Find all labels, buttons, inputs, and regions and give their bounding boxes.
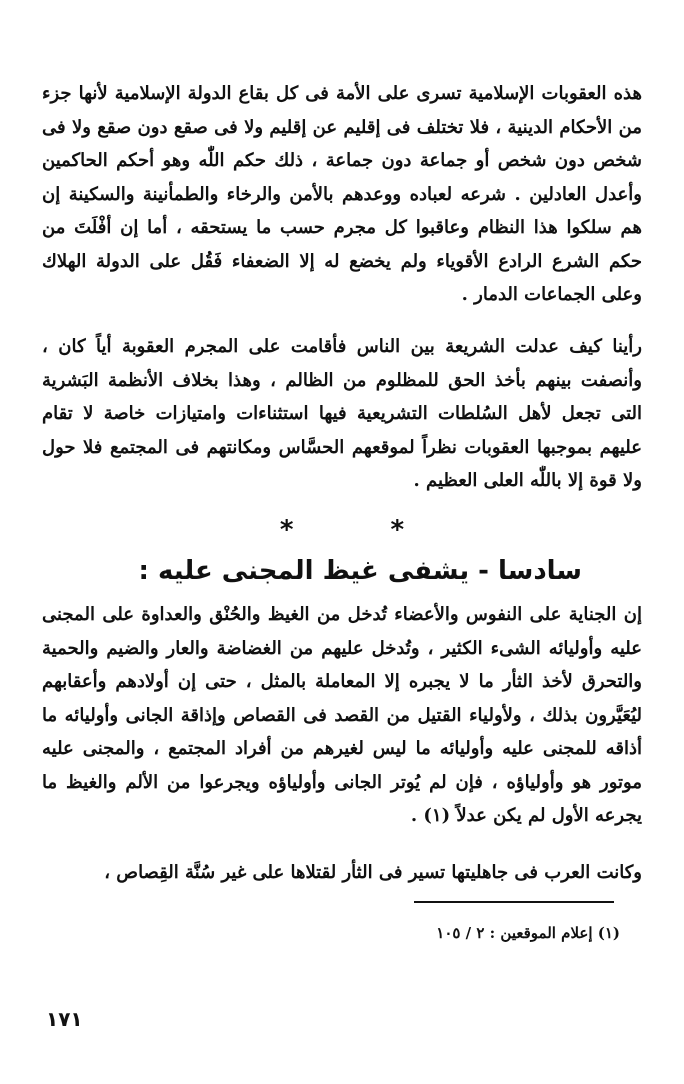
- footnote: (١) إعلام الموقعين : ٢ / ١٠٥: [436, 924, 620, 942]
- section-separator: * *: [279, 515, 449, 545]
- page-number: ١٧١: [46, 1007, 83, 1031]
- paragraph-2: رأينا كيف عدلت الشريعة بين الناس فأقامت على المجرم العقوبة أياً كان ، وأنصفت بينهم بأخذ الحق للمظلوم من الظالم ، وهذا بخلاف الأنظمة البَشرية التى تجعل لأهل السُلطات التشريعية فيها استثناءات وامتيازات خاصة لا تقام عليهم بموجبها العقوبات نظراً لموقعهم الحسَّاس ومكانتهم فى المجتمع فلا حول ولا قوة إلا باللّٰه العلى العظيم .: [42, 336, 642, 491]
- section-heading: سادسا - يشفى غيظ المجنى عليه :: [138, 556, 582, 586]
- paragraph-1: هذه العقوبات الإسلامية تسرى على الأمة فى كل بقاع الدولة الإسلامية لأنها جزء من الأحكام الدينية ، فلا تختلف فى إقليم عن إقليم ولا فى صقع دون صقع ولا فى شخص دون شخص أو جماعة دون جماعة ، ذلك حكم اللّٰه وهو أحكم الحاكمين وأعدل العادلين . شرعه لعباده ووعدهم بالأمن والرخاء والطمأنينة والسكينة إن هم سلكوا هذا النظام وعاقبوا كل مجرم حسب ما يستحقه ، أما إن أفْلَتَ من حكم الشرع الرادع الأقوياء ولم يخضع له إلا الضعفاء فَقُل على الدولة الهلاك وعلى الجماعات الدمار .: [42, 83, 642, 305]
- paragraph-3: إن الجناية على النفوس والأعضاء تُدخل من الغيظ والحُنْق والعداوة على المجنى عليه وأوليائه الشىء الكثير ، وتُدخل عليهم من الغضاضة والعار والضيم والحمية والتحرق لأخذ الثأر ما لا يجبره إلا المعاملة بالمثل ، حتى إن أولادهم وأعقابهم ليُعَيَّرون بذلك ، ولأولياء القتيل من القصد فى القصاص وإذاقة الجانى وأوليائه ما أذاقه للمجنى عليه وأوليائه ما ليس لغيرهم من أفراد المجتمع ، والمجنى عليه موتور هو وأولياؤه ، فإن لم يُوتر الجانى وأولياؤه ويجرعوا من الألم والغيظ ما يجرعه الأول لم يكن عدلاً (١) .: [42, 604, 642, 826]
- footnote-divider: [414, 901, 614, 903]
- paragraph-4: وكانت العرب فى جاهليتها تسير فى الثأر لقتلاها على غير سُنَّة القِصاص ،: [104, 862, 642, 883]
